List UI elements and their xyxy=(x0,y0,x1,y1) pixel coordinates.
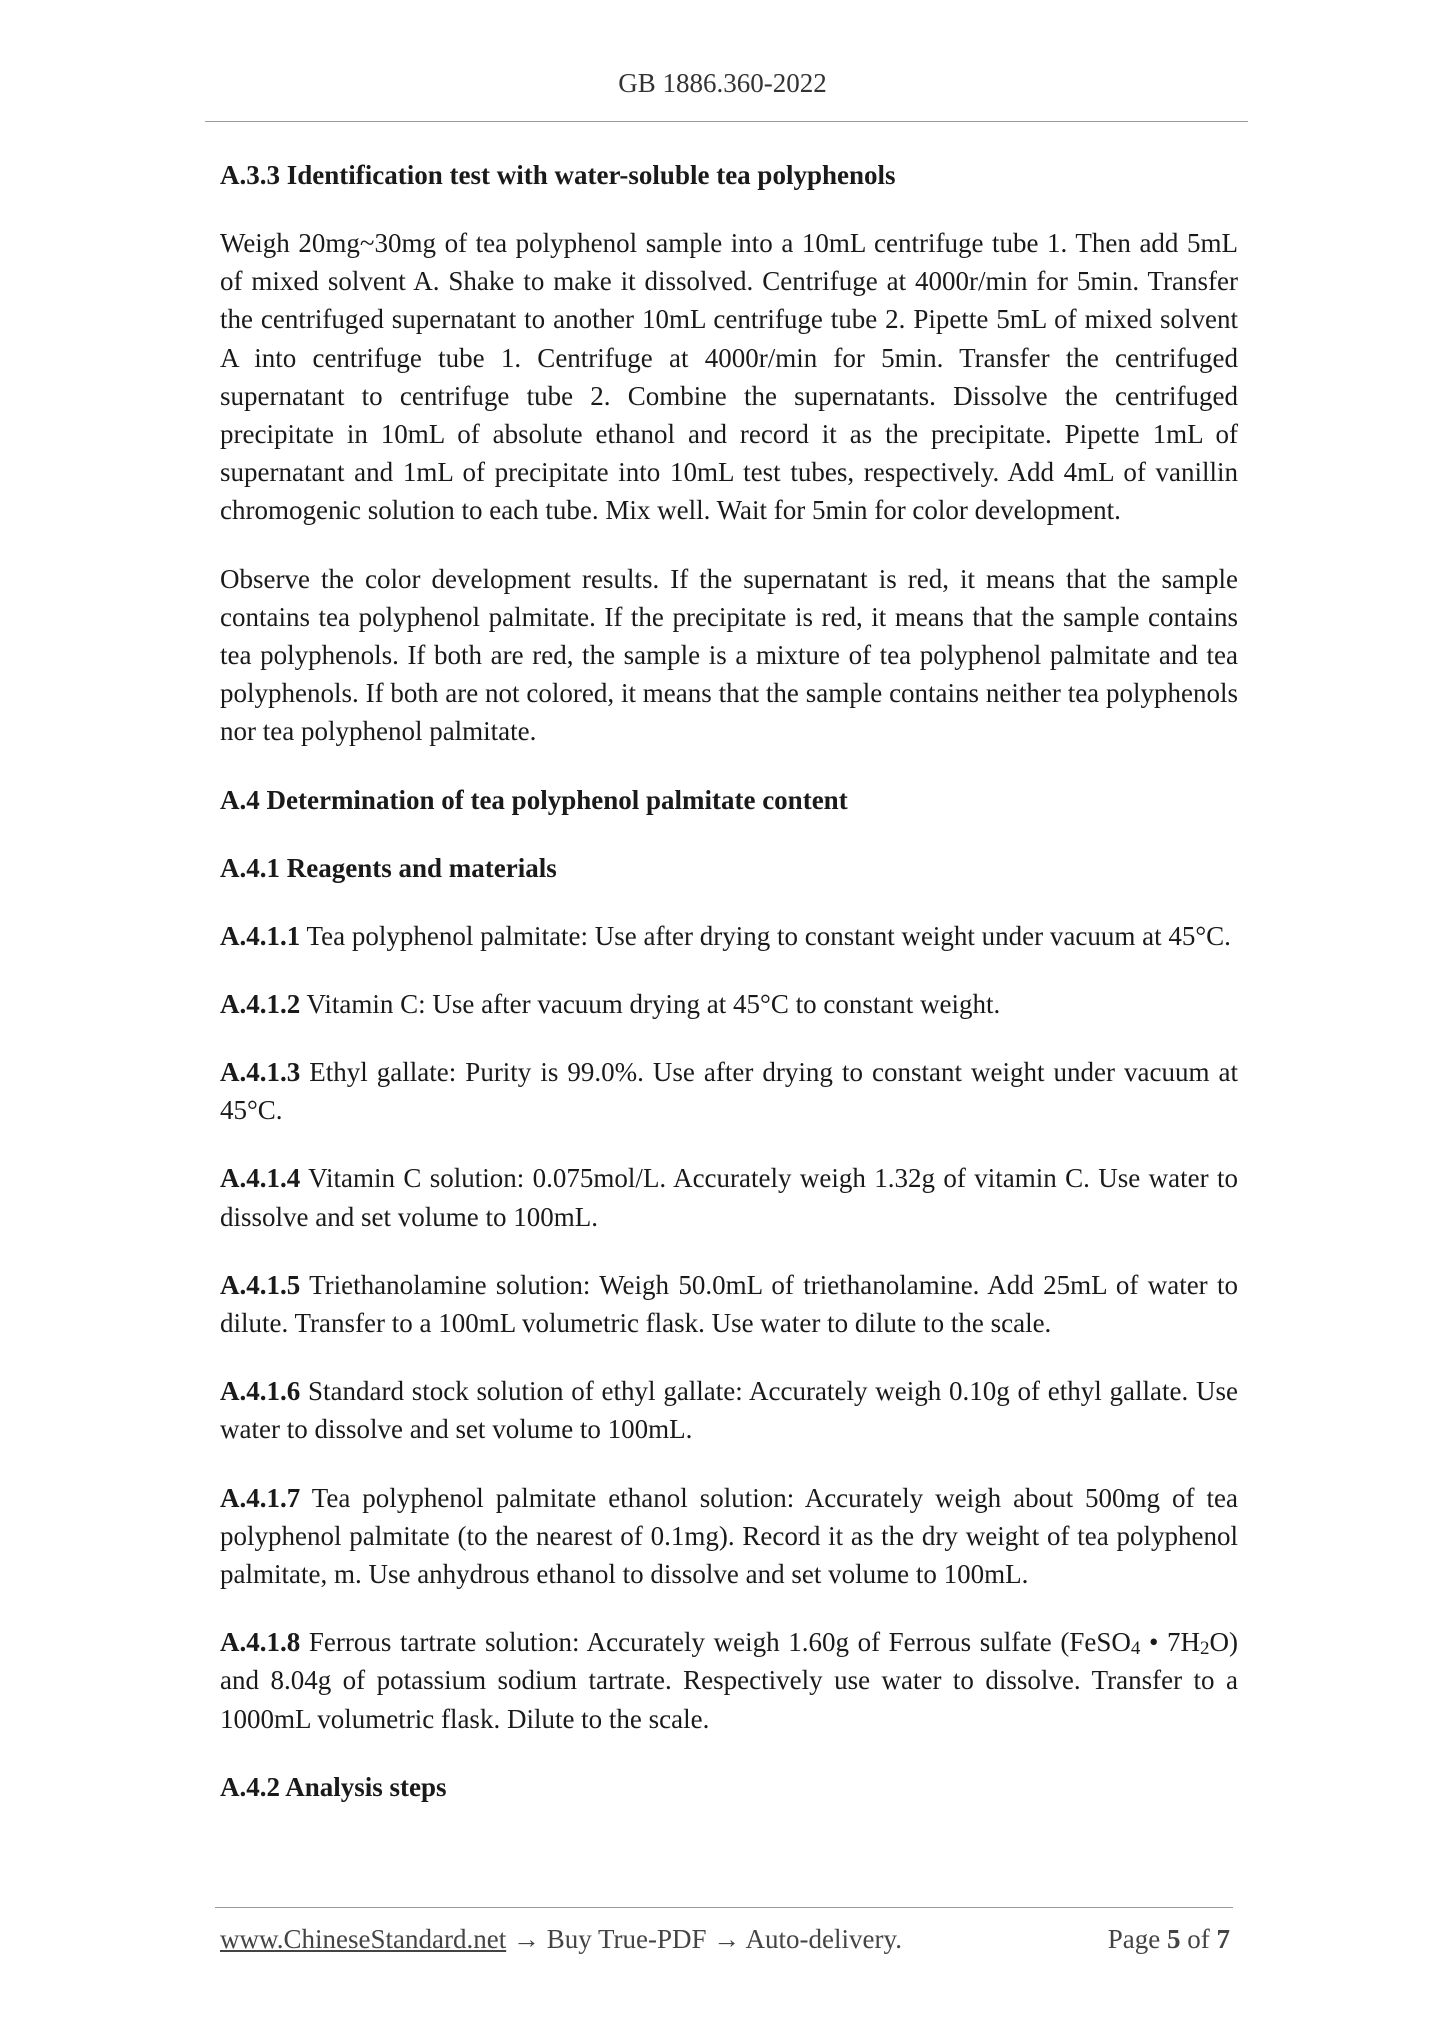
buy-pdf-text: Buy True-PDF xyxy=(546,1924,707,1954)
header-divider xyxy=(205,121,1248,122)
item-text-part: O) and 8.04g of potassium sodium tartrate. Respectively use water to dissolve. Transfer to a 1000mL volumetric flask. Dilute to the scale. xyxy=(220,1627,1238,1734)
item-number: A.4.1.3 xyxy=(220,1057,301,1088)
item-text: Tea polyphenol palmitate ethanol solution: Accurately weigh about 500mg of tea polyphenol palmitate (to the nearest of 0.1mg). Record it as the dry weight of tea polyphenol palmitate, m. Use anhydrous ethanol to dissolve and set volume to 100mL. xyxy=(220,1482,1238,1590)
item-number: A.4.1.1 xyxy=(220,920,301,951)
website-link[interactable]: www.ChineseStandard.net xyxy=(220,1924,507,1954)
item-a417 xyxy=(220,1479,1238,1594)
current-page: 5 xyxy=(1167,1924,1181,1954)
item-a412 xyxy=(220,985,1238,1023)
of-label: of xyxy=(1180,1924,1217,1954)
page-number xyxy=(1108,1924,1230,1955)
item-number: A.4.1.5 xyxy=(220,1269,301,1300)
arrow-icon: → xyxy=(506,1924,547,1954)
page-label: Page xyxy=(1107,1924,1167,1954)
subscript: 4 xyxy=(1130,1638,1141,1660)
document-body xyxy=(220,156,1238,1836)
item-a413 xyxy=(220,1053,1238,1129)
item-a411 xyxy=(220,917,1238,955)
item-number: A.4.1.7 xyxy=(220,1482,301,1513)
item-number: A.4.1.8 xyxy=(220,1627,301,1658)
heading-a41: A.4.1 Reagents and materials xyxy=(220,852,557,883)
item-text: Vitamin C: Use after vacuum drying at 45°C to constant weight. xyxy=(300,988,1001,1019)
subscript: 2 xyxy=(1200,1638,1210,1660)
document-code-header: GB 1886.360-2022 xyxy=(618,68,827,98)
item-text-part: Ferrous tartrate solution: Accurately weigh 1.60g of Ferrous sulfate (FeSO xyxy=(300,1627,1131,1658)
item-a414 xyxy=(220,1159,1238,1235)
arrow-icon: → xyxy=(706,1924,746,1954)
heading-a4: A.4 Determination of tea polyphenol palmitate content xyxy=(220,784,848,815)
auto-delivery-text: Auto-delivery. xyxy=(745,1924,902,1954)
item-text: Vitamin C solution: 0.075mol/L. Accurately weigh 1.32g of vitamin C. Use water to dissolve and set volume to 100mL. xyxy=(220,1163,1238,1232)
item-text: Triethanolamine solution: Weigh 50.0mL of triethanolamine. Add 25mL of water to dilute. Transfer to a 100mL volumetric flask. Use water to dilute to the scale. xyxy=(220,1269,1238,1339)
item-text: Standard stock solution of ethyl gallate: Accurately weigh 0.10g of ethyl gallate. Use water to dissolve and set volume to 100mL. xyxy=(220,1376,1238,1445)
paragraph-a33-results: Observe the color development results. If the supernatant is red, it means that the sample contains tea polyphenol palmitate. If the precipitate is red, it means that the sample contains tea polyphenols. If both are red, the sample is a mixture of tea polyphenol palmitate and tea polyphenols. If both are not colored, it means that the sample contains neither tea polyphenols nor tea polyphenol palmitate. xyxy=(220,563,1238,747)
heading-a33: A.3.3 Identification test with water-soluble tea polyphenols xyxy=(220,160,896,190)
item-number: A.4.1.4 xyxy=(220,1163,301,1194)
item-a416 xyxy=(220,1372,1238,1448)
item-text: Ethyl gallate: Purity is 99.0%. Use after drying to constant weight under vacuum at 45°C. xyxy=(220,1057,1238,1126)
total-pages: 7 xyxy=(1216,1924,1230,1954)
item-number: A.4.1.6 xyxy=(220,1376,301,1407)
item-text: Tea polyphenol palmitate: Use after drying to constant weight under vacuum at 45°C. xyxy=(300,920,1231,951)
footer-links xyxy=(220,1924,902,1955)
item-a418 xyxy=(220,1623,1238,1738)
heading-a42: A.4.2 Analysis steps xyxy=(220,1771,447,1802)
footer-divider xyxy=(215,1907,1233,1908)
paragraph-a33-procedure: Weigh 20mg~30mg of tea polyphenol sample into a 10mL centrifuge tube 1. Then add 5mL of mixed solvent A. Shake to make it dissolved. Centrifuge at 4000r/min for 5min. Transfer the centrifuged supernatant to another 10mL centrifuge tube 2. Pipette 5mL of mixed solvent A into centrifuge tube 1. Centrifuge at 4000r/min for 5min. Transfer the centrifuged supernatant to centrifuge tube 2. Combine the supernatants. Dissolve the centrifuged precipitate in 10mL of absolute ethanol and record it as the precipitate. Pipette 1mL of supernatant and 1mL of precipitate into 10mL test tubes, respectively. Add 4mL of vanillin chromogenic solution to each tube. Mix well. Wait for 5min for color development. xyxy=(220,228,1238,526)
item-a415 xyxy=(220,1266,1238,1342)
item-number: A.4.1.2 xyxy=(220,988,301,1019)
item-text-part: • 7H xyxy=(1140,1627,1200,1658)
